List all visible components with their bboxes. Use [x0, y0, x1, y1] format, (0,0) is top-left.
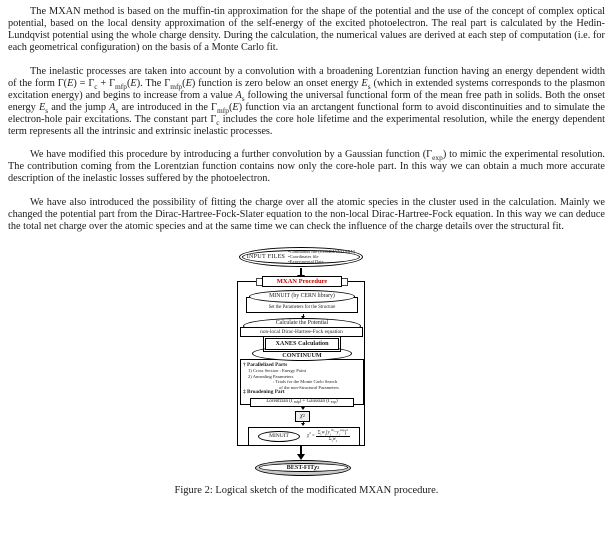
- arrow-shaft: [300, 446, 303, 454]
- input-files-label: INPUT FILES: [246, 253, 286, 260]
- procedure-title: MXAN Procedure: [262, 276, 342, 287]
- broadening-heading: ‡ Broadening Part: [243, 389, 285, 396]
- xanes-calculation-node: XANES Calculation: [265, 338, 339, 350]
- minuit-cern-node: MINUIT (by CERN library): [249, 290, 355, 303]
- paragraph-2: The inelastic processes are taken into account by a convolution with a broadening Lorentzian function having an energy dependent width of the form $\Gamma(E) = \Gamma_c + \Gamma_{mfp}(E)$. The $\Gamma_{mfp}(E)$ function is zero below an onset energy $E_s$ (which in extended systems corresponds to the plasmon excitation energy) and begins to increase from a value $A_s$ following the universal functional form of the mean free path in solids. Both the onset energy $E_s$ and the jump $A_s$ are introduced in the $\Gamma_{mfp}(E)$ function via an arctangent functional form to avoid discontinuities and to simulate the electron-hole pair excitations. The constant part $\Gamma_c$ includes the core hole lifetime and the experimental resolution, while the energy dependent term represents all the intrinsic and extrinsic inelastic processes.: [8, 65, 606, 137]
- potential-subbox: non-local Dirac-Hartree-Fock equation: [240, 327, 363, 337]
- annealing-line: 2) Annealing Parameters: [248, 373, 294, 379]
- cross-section-line: 1) Cross Section : Energy Point: [248, 368, 306, 374]
- minuit-fit-box: [248, 427, 360, 446]
- minuit-node: MINUIT: [258, 431, 300, 442]
- arrow-down-icon: [301, 422, 305, 427]
- formula-fraction: [316, 427, 350, 444]
- formula-denominator: $\Sigma_iw_i$: [328, 437, 337, 444]
- body-text: [0, 0, 613, 233]
- input-files-node: [239, 247, 363, 267]
- chi-squared-node: χ 2: [295, 411, 310, 422]
- potential-label: Calculate the Potential: [275, 319, 329, 326]
- minuit-cern-subtext: Set the Parameters for the Structure: [268, 304, 336, 310]
- arrow-down-icon: [297, 446, 305, 460]
- best-fit-node: [255, 460, 351, 476]
- input-bullet-coordinates: •Coordinates file: [288, 254, 319, 259]
- arrow-head: [297, 454, 305, 460]
- flowchart-figure: [0, 245, 613, 478]
- input-bullet-experimental: •Experimental Data: [288, 259, 324, 264]
- input-bullet-commands: •Commands file (COMMAND.MIN): [288, 249, 356, 254]
- arrow-shaft: [300, 268, 303, 275]
- paragraph-4: We have also introduced the possibility of fitting the charge over all the atomic species in the cluster used in the calculation. Mainly we changed the potential part from the Dirac-Hartree-Fock-Slater equation to the non-local Dirac-Hartree-Fock equation. In this way we can deduce the total net charge over the atomic species and at the same time we can check the influence of the charge details over the structural fit.: [8, 196, 605, 232]
- figure-caption: Figure 2: Logical sketch of the modificated MXAN procedure.: [174, 484, 439, 496]
- formula-numerator: $\Sigma_iw_i[y_i^{th}-y_i^{exp}]^2$: [317, 427, 348, 437]
- non-structural-line: of the non-Structural Parameters: [279, 384, 339, 390]
- trials-line: : Trials for the Monte Carlo Search: [273, 379, 338, 385]
- best-fit-label: BEST-FIT χ 2: [259, 463, 348, 472]
- continuum-node: CONTINUUM: [252, 346, 352, 361]
- paragraph-3: We have modified this procedure by introducing a further convolution by a Gaussian function $(\Gamma_{exp})$ to mimic the experimental resolution. The contribution coming from the Lorentzian function contains now only the core-hole part. In this way we can obtain a much more accurate description of the inelastic losses suffered by the photoelectron.: [8, 149, 605, 184]
- broadening-formula-box: Lorentzian (Γ mfp ) + Gaussian (Γ exp ): [250, 398, 354, 407]
- formula-lhs: $\chi^2$ =: [307, 431, 315, 439]
- paragraph-1: The MXAN method is based on the muffin-tin approximation for the shape of the potential and the use of the concept of complex optical potential, based on the local density approximation of the self-energy of the excited photoelectron. The real part is calculated by the Hedin-Lundqvist potential using the whole charge density. During the calculation, the numerical values are derived at each step of computation (i.e. for each geometrical configuration) on the basis of a Monte Carlo fit.: [8, 6, 605, 53]
- chi-squared-formula: [307, 427, 350, 444]
- input-files-bullets: [288, 249, 355, 264]
- parallelized-parts-heading: † Parallelized Parts: [243, 361, 288, 368]
- parallelized-parts-box: [240, 359, 364, 405]
